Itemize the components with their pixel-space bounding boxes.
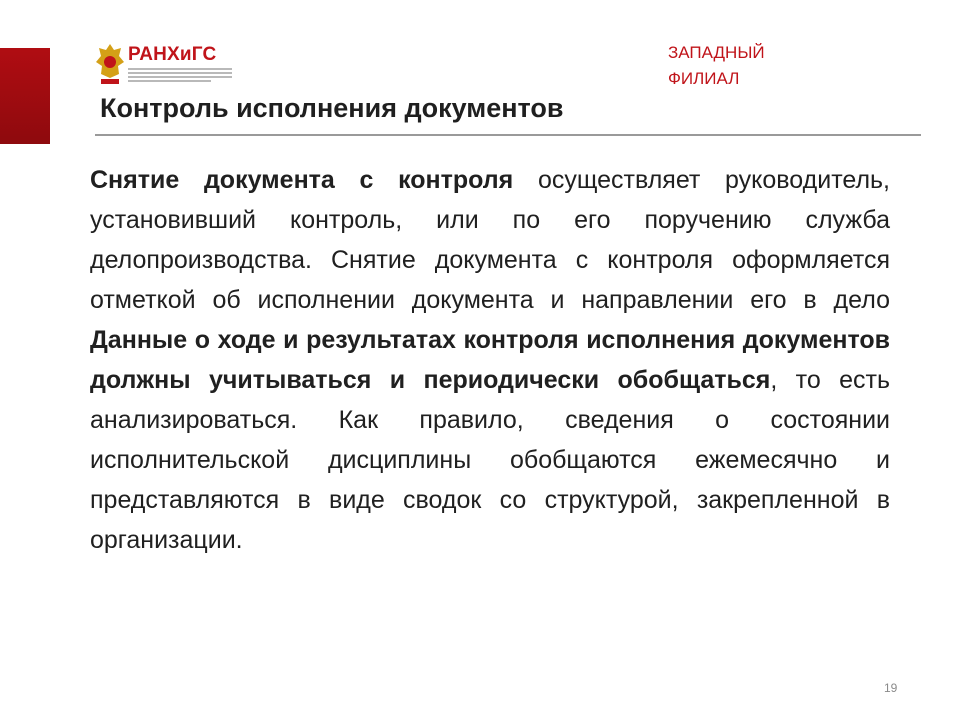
red-accent-bar: [0, 48, 50, 144]
text-phrase-2: , то есть анализироваться. Как правило, сведения о состоянии исполнительской дисциплины обобщаются ежемесячно и представляются в виде сводок со структурой, закрепленной в организации.: [90, 366, 890, 554]
emblem-icon: [95, 42, 125, 86]
logo-subtext: [128, 68, 232, 84]
text-phrase-1: осуществляет руководитель, установивший контроль, или по его поручению служба делопроизводства. Снятие документа с контроля оформляется отметкой об исполнении документа и направлении его в дело: [90, 166, 891, 314]
branch-line-1: ЗАПАДНЫЙ: [668, 43, 765, 62]
logo-text: РАНХиГС: [128, 44, 217, 65]
branch-label: [668, 40, 765, 92]
title-divider: [95, 134, 921, 136]
branch-line-2: ФИЛИАЛ: [668, 69, 740, 88]
bold-phrase-1: Снятие документа с контроля: [90, 166, 514, 194]
page-title: Контроль исполнения документов: [100, 93, 564, 123]
ranepa-logo: [95, 42, 245, 88]
page-number: 19: [884, 681, 898, 695]
bold-phrase-2: Данные о ходе и результатах контроля исполнения документов должны учитываться и периодически обобщаться: [90, 326, 890, 394]
body-paragraph: [90, 160, 890, 560]
